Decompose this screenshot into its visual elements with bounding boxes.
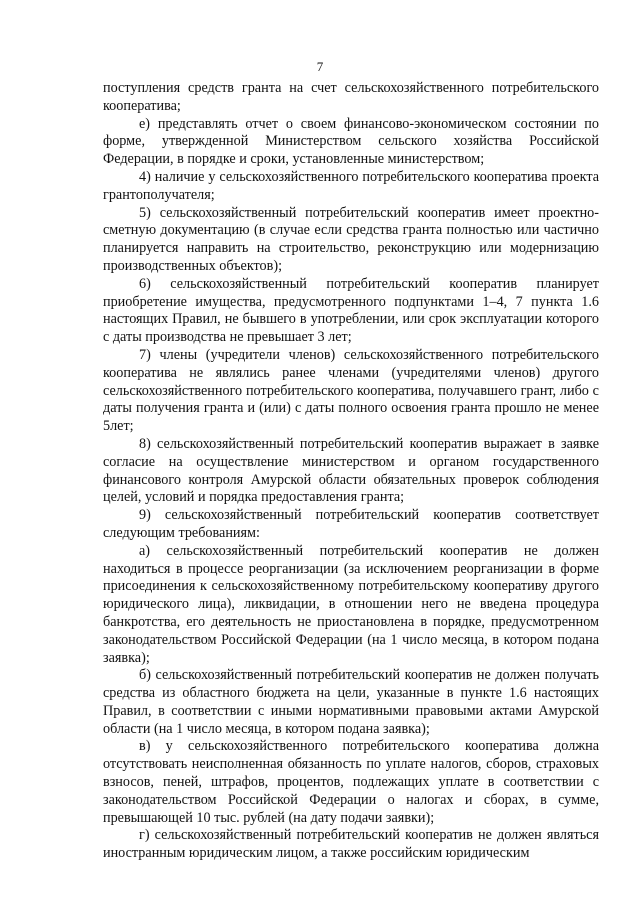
paragraph-item-6: 6) сельскохозяйственный потребительский кооператив планирует приобретение имущества, предусмотренного подпунктами 1–4, 7 пункта 1.6 настоящих Правил, не бывшего в употреблении, или срок эксплуатации которого с даты производства не превышает 3 лет; xyxy=(103,275,599,346)
paragraph-item-8: 8) сельскохозяйственный потребительский кооператив выражает в заявке согласие на осуществление министерством и органом государственного финансового контроля Амурской области обязательных проверок соблюдения целей, условий и порядка предоставления гранта; xyxy=(103,435,599,506)
paragraph-subitem-v: в) у сельскохозяйственного потребительского кооператива должна отсутствовать неисполненная обязанность по уплате налогов, сборов, страховых взносов, пеней, штрафов, процентов, подлежащих уплате в соответствии с законодательством Российской Федерации о налогах и сборах, в сумме, превышающей 10 тыс. рублей (на дату подачи заявки); xyxy=(103,738,599,826)
paragraph-item-4: 4) наличие у сельскохозяйственного потребительского кооператива проекта грантополучателя; xyxy=(103,168,599,203)
paragraph-item-5: 5) сельскохозяйственный потребительский кооператив имеет проектно-сметную документацию (в случае если средства гранта полностью или частично планируется направить на строительство, реконструкцию или модернизацию производственных объектов); xyxy=(103,204,599,274)
document-body xyxy=(103,80,599,863)
paragraph-item-e: е) представлять отчет о своем финансово-экономическом состоянии по форме, утвержденной Министерством сельского хозяйства Российской Федерации, в порядке и сроки, установленные министерством; xyxy=(103,115,599,168)
page-number: 7 xyxy=(316,59,324,74)
paragraph-item-7: 7) члены (учредители членов) сельскохозяйственного потребительского кооператива не являлись ранее членами (учредителями членов) другого сельскохозяйственного потребительского кооператива, получавшего грант, либо с даты получения гранта и (или) с даты полного освоения гранта прошло не менее 5лет; xyxy=(103,346,599,435)
paragraph-subitem-g: г) сельскохозяйственный потребительский кооператив не должен являться иностранным юридическим лицом, а также российским юридическим xyxy=(103,827,599,862)
paragraph-subitem-a: а) сельскохозяйственный потребительский кооператив не должен находиться в процессе реорганизации (за исключением реорганизации в форме присоединения к сельскохозяйственному потребительскому кооперативу другого юридического лица), ликвидации, в отношении него не введена процедура банкротства, его деятельность не приостановлена в порядке, предусмотренном законодательством Российской Федерации (на 1 число месяца, в котором подана заявка); xyxy=(103,542,599,666)
paragraph-item-9: 9) сельскохозяйственный потребительский кооператив соответствует следующим требованиям: xyxy=(103,507,599,541)
paragraph-subitem-b: б) сельскохозяйственный потребительский кооператив не должен получать средства из областного бюджета на цели, указанные в пункте 1.6 настоящих Правил, в соответствии с иными нормативными правовыми актами Амурской области (на 1 число месяца, в котором подана заявка); xyxy=(103,667,599,737)
paragraph-continuation: поступления средств гранта на счет сельскохозяйственного потребительского кооператива; xyxy=(103,80,599,114)
